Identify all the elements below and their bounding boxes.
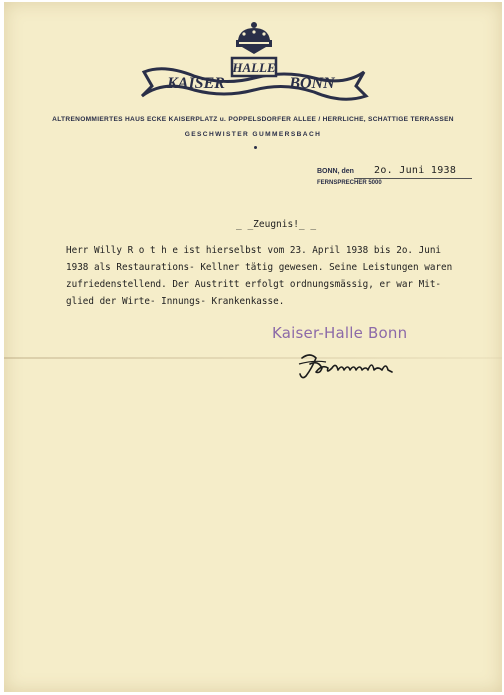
place-label: BONN, den — [317, 168, 354, 175]
brand-kaiser: KAISER — [167, 75, 225, 92]
body-line: glied der Wirte- Innungs- Krankenkasse. — [66, 296, 285, 307]
body-line: Herr Willy R o t h e ist hierselbst vom 23. April 1938 bis 2o. Juni — [66, 245, 442, 256]
date-underline — [354, 178, 472, 179]
body-line: zufriedenstellend. Der Austritt erfolgt ordnungsmässig, er war Mit- — [66, 279, 442, 290]
address-line: ALTRENOMMIERTES HAUS ECKE KAISERPLATZ u. POPPELSDORFER ALLEE / HERRLICHE, SCHATTIGE TERRASSEN — [52, 116, 454, 123]
body-line: 1938 als Restaurations- Kellner tätig gewesen. Seine Leistungen waren — [66, 262, 453, 273]
letterhead — [4, 2, 502, 162]
brand-bonn: BONN — [289, 75, 335, 92]
brand-halle: HALLE — [232, 60, 276, 75]
date-value: 2o. Juni 1938 — [374, 165, 457, 176]
owners-line: GESCHWISTER GUMMERSBACH — [184, 131, 322, 138]
phone-label: FERNSPRECHER 5000 — [317, 180, 382, 186]
letter-heading: _ _Zeugnis!_ _ — [236, 219, 317, 230]
separator-dot — [254, 146, 257, 149]
letter-body — [66, 242, 496, 310]
company-stamp: Kaiser-Halle Bonn — [272, 324, 408, 342]
letter-paper — [4, 2, 502, 692]
handwritten-signature — [296, 350, 406, 384]
paper-fold — [4, 357, 502, 359]
letterhead-logo — [134, 20, 374, 110]
crown-icon — [236, 22, 272, 54]
